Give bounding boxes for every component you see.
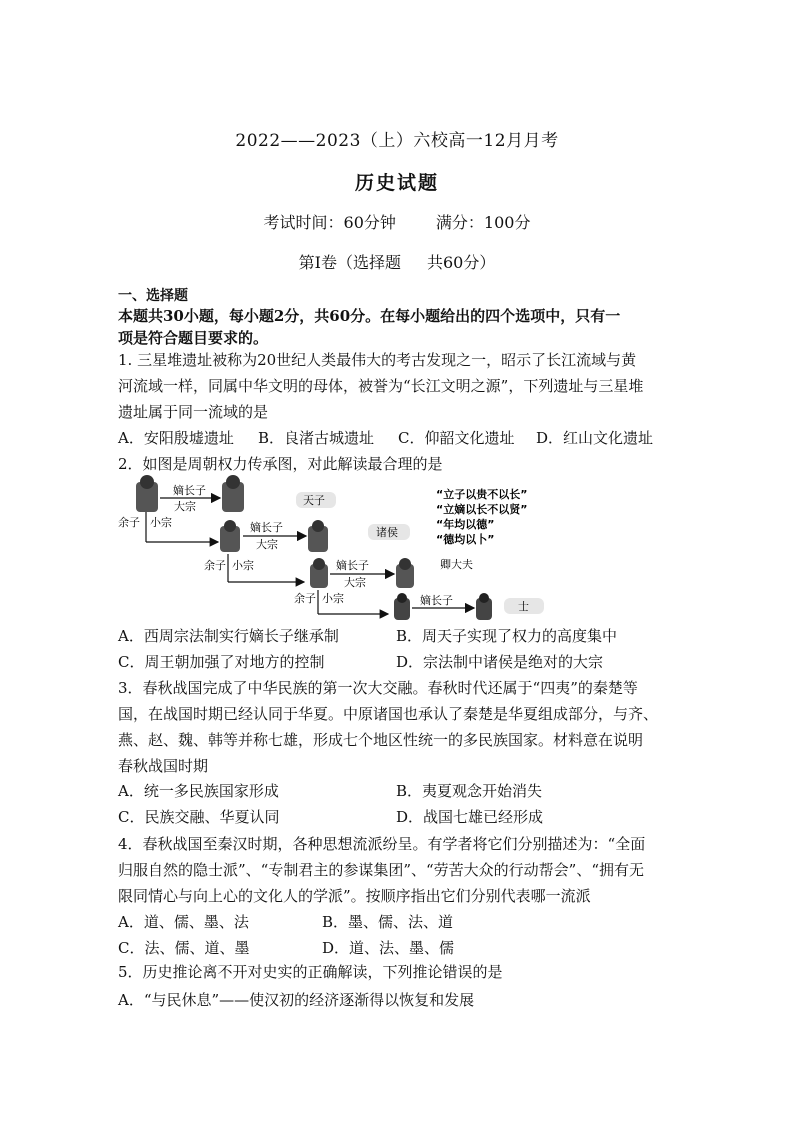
figure-zhuhou-icon bbox=[220, 520, 240, 552]
label-minor-lineage-3: 小宗 bbox=[322, 592, 344, 605]
section-heading: 一、选择题 bbox=[118, 288, 188, 304]
label-other-sons-1: 余子 bbox=[118, 516, 140, 529]
exam-time: 考试时间：60分钟 bbox=[263, 213, 396, 232]
question-3 bbox=[118, 675, 658, 779]
part-heading-a: 第Ⅰ卷（选择题 bbox=[298, 253, 401, 272]
full-score: 满分：100分 bbox=[435, 213, 531, 232]
q3-line: 春秋战国时期 bbox=[118, 757, 209, 775]
q4-option-c: C．法、儒、道、墨 bbox=[118, 939, 250, 957]
q1-line: 1. 三星堆遗址被称为20世纪人类最伟大的考古发现之一，昭示了长江流域与黄 bbox=[118, 351, 637, 369]
figure-tianzi-icon bbox=[136, 475, 158, 512]
exam-info bbox=[0, 210, 794, 233]
quote-2: “立嫡以长不以贤” bbox=[436, 503, 528, 516]
q1-option-b: B．良渚古城遗址 bbox=[258, 429, 375, 447]
label-eldest-son-4: 嫡长子 bbox=[420, 594, 453, 607]
zhou-succession-diagram bbox=[118, 474, 598, 624]
q2-option-d: D．宗法制中诸侯是绝对的大宗 bbox=[396, 653, 604, 671]
instruction-line-2: 项是符合题目要求的。 bbox=[118, 329, 269, 347]
label-eldest-son-1: 嫡长子 bbox=[173, 484, 206, 497]
label-major-lineage-1: 大宗 bbox=[174, 500, 196, 513]
q4-line: 4．春秋战国至秦汉时期，各种思想流派纷呈。有学者将它们分别描述为：“全面 bbox=[118, 835, 646, 853]
rank-zhuhou: 诸侯 bbox=[376, 526, 398, 539]
quote-1: “立子以贵不以长” bbox=[436, 488, 528, 501]
rank-qingdafu: 卿大夫 bbox=[440, 558, 473, 571]
part-heading-b: 共60分） bbox=[426, 253, 496, 272]
quote-4: “德均以卜” bbox=[436, 533, 495, 546]
q4-option-b: B．墨、儒、法、道 bbox=[322, 913, 454, 931]
q4-option-d: D．道、法、墨、儒 bbox=[322, 939, 455, 957]
instruction-line-1: 本题共30小题，每小题2分，共60分。在每小题给出的四个选项中，只有一 bbox=[118, 307, 621, 325]
q1-option-d: D．红山文化遗址 bbox=[536, 429, 654, 447]
label-minor-lineage-2: 小宗 bbox=[232, 559, 254, 572]
q3-option-b: B．夷夏观念开始消失 bbox=[396, 782, 543, 800]
q3-option-a: A．统一多民族国家形成 bbox=[118, 782, 279, 800]
q3-option-c: C．民族交融、华夏认同 bbox=[118, 808, 280, 826]
label-other-sons-3: 余子 bbox=[294, 592, 316, 605]
q2-option-a: A．西周宗法制实行嫡长子继承制 bbox=[118, 627, 339, 645]
rank-tianzi: 天子 bbox=[303, 494, 325, 507]
label-eldest-son-3: 嫡长子 bbox=[336, 559, 369, 572]
label-major-lineage-2: 大宗 bbox=[256, 538, 278, 551]
q5-option-a: A．“与民休息”——使汉初的经济逐渐得以恢复和发展 bbox=[118, 991, 475, 1009]
q4-line: 归服自然的隐士派”、“专制君主的参谋集团”、“劳苦大众的行动帮会”、“拥有无 bbox=[118, 861, 645, 879]
section-instruction bbox=[118, 305, 620, 349]
figure-qingdafu-heir-icon bbox=[396, 558, 414, 588]
label-minor-lineage-1: 小宗 bbox=[150, 516, 172, 529]
q1-line: 河流域一样，同属中华文明的母体，被誉为“长江文明之源”，下列遗址与三星堆 bbox=[118, 377, 644, 395]
q2-option-c: C．周王朝加强了对地方的控制 bbox=[118, 653, 325, 671]
figure-qingdafu-icon bbox=[310, 558, 328, 588]
figure-tianzi-heir-icon bbox=[222, 475, 244, 512]
label-other-sons-2: 余子 bbox=[204, 559, 226, 572]
exam-title: 2022——2023（上）六校高一12月月考 bbox=[235, 131, 559, 151]
q2-stem: 2．如图是周朝权力传承图，对此解读最合理的是 bbox=[118, 455, 443, 473]
figure-shi-heir-icon bbox=[476, 593, 492, 620]
q3-line: 燕、赵、魏、韩等并称七雄，形成七个地区性统一的多民族国家。材料意在说明 bbox=[118, 731, 644, 749]
q3-option-d: D．战国七雄已经形成 bbox=[396, 808, 544, 826]
rank-shi: 士 bbox=[518, 600, 529, 613]
q3-line: 3．春秋战国完成了中华民族的第一次大交融。春秋时代还属于“四夷”的秦楚等 bbox=[118, 679, 638, 697]
q3-line: 国，在战国时期已经认同于华夏。中原诸国也承认了秦楚是华夏组成部分，与齐、 bbox=[118, 705, 659, 723]
q4-option-a: A．道、儒、墨、法 bbox=[118, 913, 249, 931]
q1-line: 遗址属于同一流域的是 bbox=[118, 403, 269, 421]
figure-zhuhou-heir-icon bbox=[308, 520, 328, 552]
figure-shi-icon bbox=[394, 593, 410, 620]
question-4 bbox=[118, 831, 645, 909]
q5-stem: 5．历史推论离不开对史实的正确解读，下列推论错误的是 bbox=[118, 963, 503, 981]
label-major-lineage-3: 大宗 bbox=[344, 576, 366, 589]
q4-line: 限同情心与向上心的文化人的学派”。按顺序指出它们分别代表哪一流派 bbox=[118, 887, 591, 905]
quote-3: “年均以德” bbox=[436, 518, 495, 531]
q1-option-c: C．仰韶文化遗址 bbox=[398, 429, 515, 447]
label-eldest-son-2: 嫡长子 bbox=[250, 521, 283, 534]
q2-option-b: B．周天子实现了权力的高度集中 bbox=[396, 627, 618, 645]
question-1 bbox=[118, 347, 643, 425]
part-heading bbox=[0, 250, 794, 273]
subject-title: 历史试题 bbox=[354, 172, 439, 194]
q1-option-a: A．安阳殷墟遗址 bbox=[118, 429, 234, 447]
